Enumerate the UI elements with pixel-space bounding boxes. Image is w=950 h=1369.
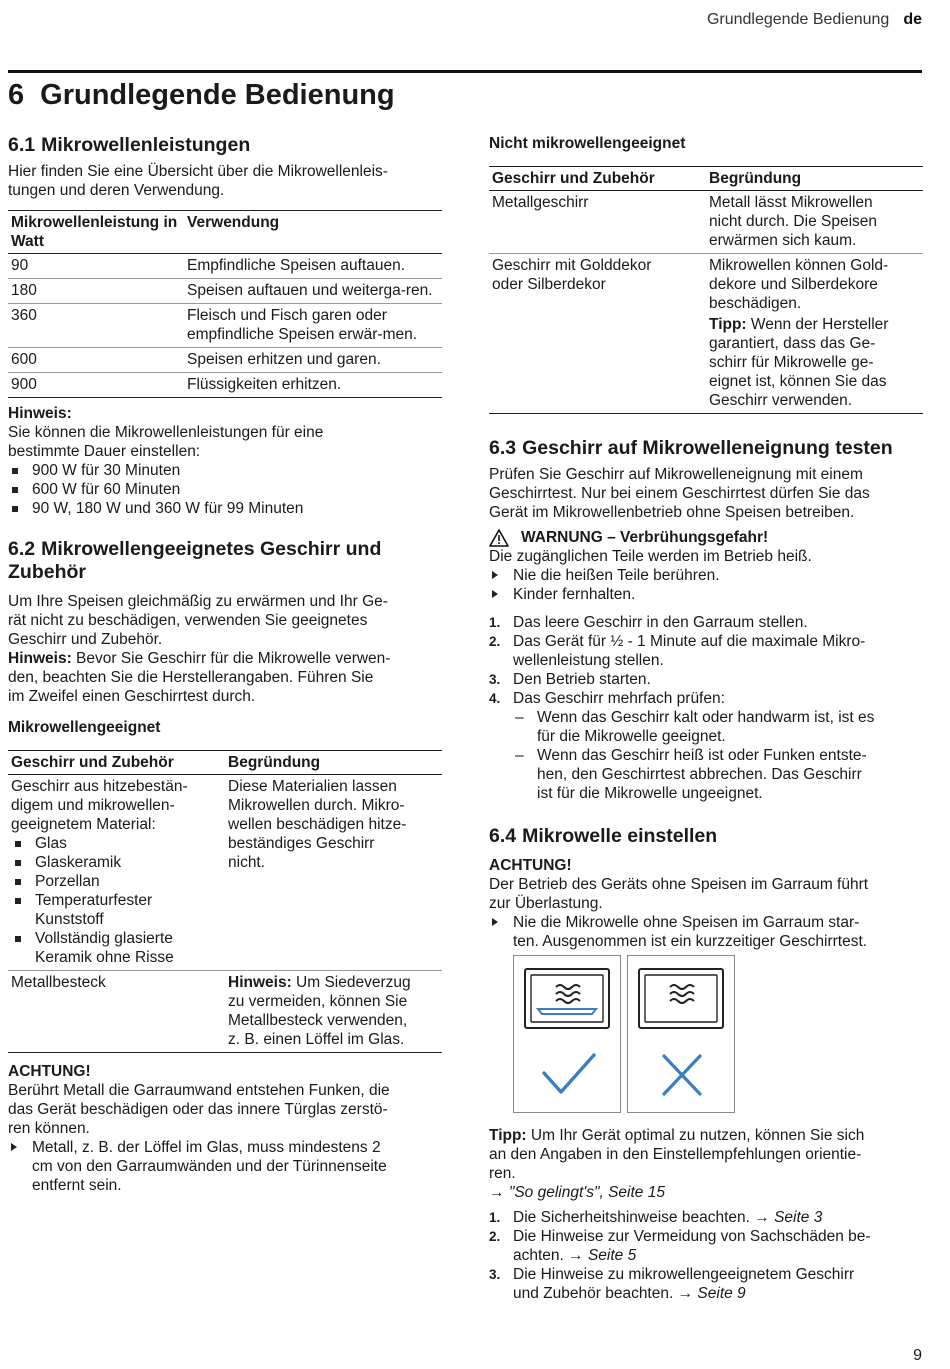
list-item: Metall, z. B. der Löffel im Glas, muss mindestens 2 cm von den Garraumwänden und der Türinnenseite entfernt sein. <box>8 1138 442 1195</box>
table-header: Geschirr und Zubehör <box>8 751 225 775</box>
header-section: Grundlegende Bedienung <box>706 11 890 28</box>
caution-action-list <box>489 913 923 951</box>
chapter-title <box>8 78 395 112</box>
list-item: Porzellan <box>11 872 222 891</box>
setup-steps <box>489 1208 923 1303</box>
table-header-row <box>8 211 442 254</box>
page-link[interactable]: Seite 5 <box>587 1247 637 1264</box>
table-row: 900 Flüssigkeiten erhitzen. <box>8 373 442 398</box>
list-item: 2. Die Hinweise zur Vermeidung von Sachschäden be- achten. → Seite 5 <box>489 1228 871 1264</box>
table-header: Mikrowellenleistung in Watt <box>8 211 184 254</box>
header-language: de <box>903 11 922 28</box>
section-6-3-intro: Prüfen Sie Geschirr auf Mikrowelleneignung mit einem Geschirrtest. Nur bei einem Geschirrtest dürfen Sie das Gerät im Mikrowellenbetrieb ohne Speisen betreiben. <box>489 466 870 521</box>
section-6-3-heading: 6.3 Geschirr auf Mikrowelleneignung testen <box>489 437 893 459</box>
cross-icon <box>664 1056 700 1094</box>
table-header: Verwendung <box>184 211 442 254</box>
so-gelingts-link[interactable]: → "So gelingt's", Seite 15 <box>489 1184 665 1201</box>
list-item: Kinder fernhalten. <box>489 585 923 604</box>
table-row: 90 Empfindliche Speisen auftauen. <box>8 254 442 279</box>
substep-list <box>513 708 923 803</box>
table-row: 360 Fleisch und Fisch garen oder empfindliche Speisen erwär-men. <box>8 304 442 348</box>
table-header-row <box>8 751 442 775</box>
dish-test-figure <box>513 955 923 1113</box>
figure-panel-suitable <box>513 955 621 1113</box>
chapter-number: 6 <box>8 79 25 111</box>
warning-heading <box>489 528 923 547</box>
arrow-right-icon: → <box>489 1184 505 1201</box>
unsuitable-table <box>489 166 923 414</box>
tip-paragraph: Tipp: Um Ihr Gerät optimal zu nutzen, können Sie sich an den Angaben in den Einstellempfehlungen orientie- ren. <box>489 1127 865 1182</box>
test-steps <box>489 613 923 803</box>
table-row: 180 Speisen auftauen und weiterga-ren. <box>8 279 442 304</box>
header-rule <box>8 70 922 73</box>
list-item: 900 W für 30 Minuten <box>8 461 442 480</box>
list-item: 4. Das Geschirr mehrfach prüfen: – Wenn das Geschirr kalt oder handwarm ist, ist es für die Mikrowelle geeignet. – Wenn das Geschirr heiß ist oder Funken entste- hen, den Geschirrtest abbrechen. Das Geschirr ist für die Mikrowelle ungeeignet. <box>489 689 923 803</box>
table-row: 600 Speisen erhitzen und garen. <box>8 348 442 373</box>
warning-action-list <box>489 566 923 604</box>
table-header-row <box>489 167 923 191</box>
warning-label: WARNUNG – Verbrühungsgefahr! <box>521 529 769 546</box>
list-item: Glaskeramik <box>11 853 222 872</box>
table-header: Begründung <box>225 751 442 775</box>
power-duration-list <box>8 461 442 518</box>
microwave-with-dish-icon <box>514 956 620 1112</box>
section-6-2-intro: Um Ihre Speisen gleichmäßig zu erwärmen und Ihr Ge- rät nicht zu beschädigen, verwenden Sie geeignetes Geschirr und Zubehör. <box>8 593 388 648</box>
page-number: 9 <box>913 1347 922 1364</box>
list-item: 90 W, 180 W und 360 W für 99 Minuten <box>8 499 442 518</box>
chapter-title-text: Grundlegende Bedienung <box>40 79 395 111</box>
table-row: Geschirr aus hitzebestän- digem und mikrowellen- geeignetem Material: Glas Glaskeramik Porzellan Temperaturfester Kunststoff Vollständig glasierte Keramik ohne Risse Diese Materialien lassen Mikrowellen durch. Mikro- wellen beschädigen hitze- beständiges Geschirr nicht. <box>8 775 442 971</box>
list-item: 600 W für 60 Minuten <box>8 480 442 499</box>
section-6-2-note: Hinweis: Bevor Sie Geschirr für die Mikrowelle verwen- den, beachten Sie die Herstellerangaben. Führen Sie im Zweifel einen Geschirrtest durch. <box>8 650 391 705</box>
right-column <box>489 134 923 1303</box>
left-column <box>8 134 442 1195</box>
list-item: – Wenn das Geschirr kalt oder handwarm ist, ist es für die Mikrowelle geeignet. <box>513 708 923 746</box>
table-header: Geschirr und Zubehör <box>489 167 706 191</box>
list-item: Nie die heißen Teile berühren. <box>489 566 923 585</box>
list-item: 3. Die Hinweise zu mikrowellengeeignetem Geschirr und Zubehör beachten. → Seite 9 <box>489 1266 855 1302</box>
list-item: 2. Das Gerät für ½ - 1 Minute auf die maximale Mikro- wellenleistung stellen. <box>489 633 866 669</box>
caution-action-list <box>8 1138 442 1195</box>
section-6-2-heading: 6.2 Mikrowellengeeignetes Geschirr und Zubehör <box>8 538 382 583</box>
table-header: Begründung <box>706 167 923 191</box>
section-6-4-heading: 6.4 Mikrowelle einstellen <box>489 825 718 847</box>
checkmark-icon <box>544 1055 594 1092</box>
table-row: Metallbesteck Hinweis: Um Siedeverzug zu vermeiden, können Sie Metallbesteck verwenden, z. B. einen Löffel im Glas. <box>8 971 442 1053</box>
list-item: 1. Das leere Geschirr in den Garraum stellen. <box>489 614 808 631</box>
section-6-1-intro: Hier finden Sie eine Übersicht über die Mikrowellenleis- tungen und deren Verwendung. <box>8 163 388 199</box>
metal-caution: ACHTUNG! Berührt Metall die Garraumwand entstehen Funken, die das Gerät beschädigen oder das innere Türglas zerstö- ren können. Metall, z. B. der Löffel im Glas, muss mindestens 2 cm von den Garraumwänden und der Türinnenseite entfernt sein. <box>8 1062 442 1195</box>
suitable-table <box>8 750 442 1053</box>
material-list <box>11 834 222 967</box>
power-note <box>8 404 442 518</box>
warning-triangle-icon <box>489 529 509 547</box>
power-table <box>8 210 442 398</box>
arrow-right-icon: → <box>754 1209 770 1226</box>
note-label: Hinweis: <box>8 405 72 422</box>
tip-text: Tipp: Wenn der Hersteller garantiert, dass das Ge- schirr für Mikrowelle ge- eignet ist, können Sie das Geschirr verwenden. <box>709 316 889 409</box>
suitable-table-title: Mikrowellengeeignet <box>8 719 161 736</box>
list-item: – Wenn das Geschirr heiß ist oder Funken entste- hen, den Geschirrtest abbrechen. Das Geschirr ist für die Mikrowelle ungeeignet. <box>513 746 923 803</box>
warning-text: Die zugänglichen Teile werden im Betrieb heiß. <box>489 548 812 565</box>
caution-text: Der Betrieb des Geräts ohne Speisen im Garraum führt zur Überlastung. <box>489 876 869 912</box>
section-6-1-heading: 6.1 Mikrowellenleistungen <box>8 134 251 156</box>
running-header <box>707 10 922 29</box>
table-row: Metallgeschirr Metall lässt Mikrowellen nicht durch. Die Speisen erwärmen sich kaum. <box>489 191 923 254</box>
list-item: Temperaturfester Kunststoff <box>11 891 222 929</box>
table-row: Geschirr mit Golddekor oder Silberdekor Mikrowellen können Gold- dekore und Silberdekore beschädigen. Tipp: Wenn der Hersteller garantiert, dass das Ge- schirr für Mikrowelle ge- eignet ist, können Sie das Geschirr verwenden. <box>489 254 923 414</box>
arrow-right-icon: → <box>568 1247 584 1264</box>
list-item: 3. Den Betrieb starten. <box>489 671 651 688</box>
arrow-right-icon: → <box>677 1285 694 1302</box>
page-link[interactable]: Seite 9 <box>697 1285 746 1302</box>
list-item: Glas <box>11 834 222 853</box>
microwave-empty-icon <box>628 956 734 1112</box>
list-item: Vollständig glasierte Keramik ohne Risse <box>11 929 222 967</box>
note-text: Sie können die Mikrowellenleistungen für eine bestimmte Dauer einstellen: <box>8 424 324 460</box>
caution-label: ACHTUNG! <box>8 1063 91 1080</box>
page-link[interactable]: Seite 3 <box>774 1209 823 1226</box>
caution-label: ACHTUNG! <box>489 857 572 874</box>
figure-panel-unsuitable <box>627 955 735 1113</box>
list-item: 1. Die Sicherheitshinweise beachten. → Seite 3 <box>489 1209 823 1226</box>
unsuitable-table-title: Nicht mikrowellengeeignet <box>489 135 686 152</box>
list-item: Nie die Mikrowelle ohne Speisen im Garraum star- ten. Ausgenommen ist ein kurzzeitiger Geschirrtest. <box>489 913 923 951</box>
